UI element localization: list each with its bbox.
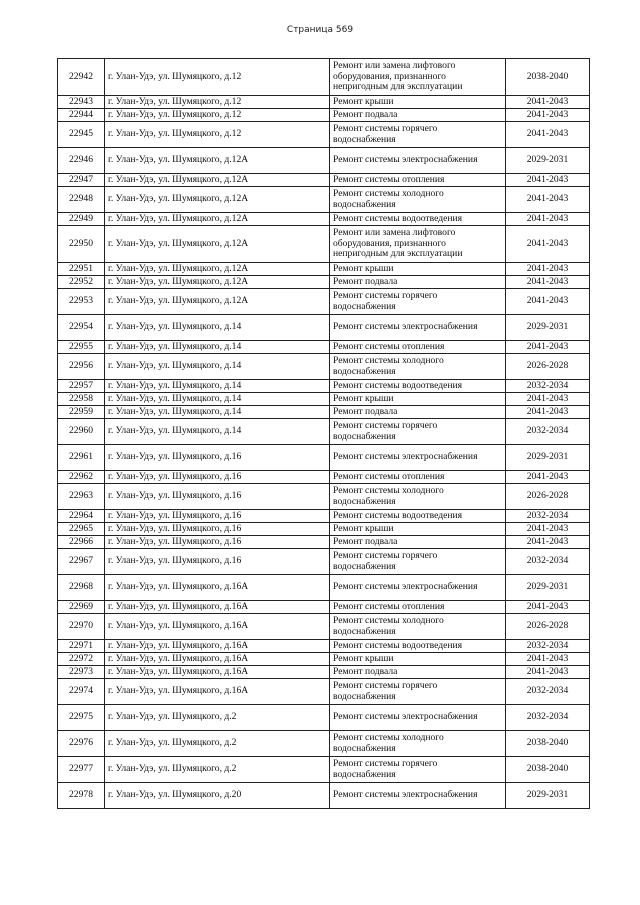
page-title: Страница 569 bbox=[286, 25, 354, 35]
period-cell: 2041-2043 bbox=[506, 406, 590, 419]
table-row bbox=[58, 614, 590, 640]
period-cell: 2041-2043 bbox=[506, 122, 590, 148]
address-cell: г. Улан-Удэ, ул. Шумяцкого, д.16А bbox=[105, 575, 330, 601]
period-cell: 2026-2028 bbox=[506, 484, 590, 510]
row-number-cell: 22965 bbox=[58, 523, 105, 536]
address-cell: г. Улан-Удэ, ул. Шумяцкого, д.12А bbox=[105, 263, 330, 276]
table-row bbox=[58, 380, 590, 393]
table-row bbox=[58, 148, 590, 174]
work-type-cell: Ремонт системы холодного водоснабжения bbox=[330, 614, 506, 640]
table-row bbox=[58, 679, 590, 705]
row-number-cell: 22947 bbox=[58, 174, 105, 187]
period-cell: 2041-2043 bbox=[506, 536, 590, 549]
row-number-cell: 22967 bbox=[58, 549, 105, 575]
table-row bbox=[58, 263, 590, 276]
table-row bbox=[58, 341, 590, 354]
work-type-cell: Ремонт подвала bbox=[330, 536, 506, 549]
address-cell: г. Улан-Удэ, ул. Шумяцкого, д.14 bbox=[105, 315, 330, 341]
work-type-cell: Ремонт системы электроснабжения bbox=[330, 148, 506, 174]
row-number-cell: 22943 bbox=[58, 96, 105, 109]
table-row bbox=[58, 640, 590, 653]
row-number-cell: 22968 bbox=[58, 575, 105, 601]
work-type-cell: Ремонт системы холодного водоснабжения bbox=[330, 354, 506, 380]
period-cell: 2041-2043 bbox=[506, 393, 590, 406]
row-number-cell: 22958 bbox=[58, 393, 105, 406]
row-number-cell: 22949 bbox=[58, 213, 105, 226]
address-cell: г. Улан-Удэ, ул. Шумяцкого, д.2 bbox=[105, 731, 330, 757]
period-cell: 2041-2043 bbox=[506, 471, 590, 484]
row-number-cell: 22970 bbox=[58, 614, 105, 640]
table-row bbox=[58, 276, 590, 289]
table-row bbox=[58, 653, 590, 666]
row-number-cell: 22948 bbox=[58, 187, 105, 213]
period-cell: 2041-2043 bbox=[506, 523, 590, 536]
period-cell: 2032-2034 bbox=[506, 419, 590, 445]
address-cell: г. Улан-Удэ, ул. Шумяцкого, д.16А bbox=[105, 653, 330, 666]
address-cell: г. Улан-Удэ, ул. Шумяцкого, д.12 bbox=[105, 59, 330, 96]
period-cell: 2032-2034 bbox=[506, 510, 590, 523]
address-cell: г. Улан-Удэ, ул. Шумяцкого, д.2 bbox=[105, 705, 330, 731]
address-cell: г. Улан-Удэ, ул. Шумяцкого, д.14 bbox=[105, 341, 330, 354]
row-number-cell: 22950 bbox=[58, 226, 105, 263]
table-row bbox=[58, 510, 590, 523]
row-number-cell: 22944 bbox=[58, 109, 105, 122]
table-row bbox=[58, 471, 590, 484]
table-row bbox=[58, 109, 590, 122]
row-number-cell: 22952 bbox=[58, 276, 105, 289]
work-type-cell: Ремонт системы водоотведения bbox=[330, 213, 506, 226]
work-type-cell: Ремонт системы электроснабжения bbox=[330, 575, 506, 601]
row-number-cell: 22946 bbox=[58, 148, 105, 174]
period-cell: 2041-2043 bbox=[506, 341, 590, 354]
work-type-cell: Ремонт системы горячего водоснабжения bbox=[330, 549, 506, 575]
address-cell: г. Улан-Удэ, ул. Шумяцкого, д.12 bbox=[105, 109, 330, 122]
row-number-cell: 22973 bbox=[58, 666, 105, 679]
work-type-cell: Ремонт подвала bbox=[330, 406, 506, 419]
table-row bbox=[58, 484, 590, 510]
row-number-cell: 22978 bbox=[58, 783, 105, 809]
work-type-cell: Ремонт системы водоотведения bbox=[330, 510, 506, 523]
row-number-cell: 22956 bbox=[58, 354, 105, 380]
work-type-cell: Ремонт системы горячего водоснабжения bbox=[330, 419, 506, 445]
table-row bbox=[58, 575, 590, 601]
table-body bbox=[58, 59, 590, 809]
table-row bbox=[58, 213, 590, 226]
address-cell: г. Улан-Удэ, ул. Шумяцкого, д.16 bbox=[105, 510, 330, 523]
period-cell: 2026-2028 bbox=[506, 354, 590, 380]
period-cell: 2038-2040 bbox=[506, 757, 590, 783]
table-row bbox=[58, 96, 590, 109]
work-type-cell: Ремонт крыши bbox=[330, 653, 506, 666]
row-number-cell: 22953 bbox=[58, 289, 105, 315]
address-cell: г. Улан-Удэ, ул. Шумяцкого, д.16А bbox=[105, 640, 330, 653]
row-number-cell: 22963 bbox=[58, 484, 105, 510]
period-cell: 2029-2031 bbox=[506, 783, 590, 809]
work-type-cell: Ремонт системы электроснабжения bbox=[330, 783, 506, 809]
work-type-cell: Ремонт системы водоотведения bbox=[330, 640, 506, 653]
table-row bbox=[58, 174, 590, 187]
address-cell: г. Улан-Удэ, ул. Шумяцкого, д.16А bbox=[105, 666, 330, 679]
work-type-cell: Ремонт подвала bbox=[330, 666, 506, 679]
work-type-cell: Ремонт системы отопления bbox=[330, 471, 506, 484]
work-type-cell: Ремонт системы горячего водоснабжения bbox=[330, 122, 506, 148]
row-number-cell: 22974 bbox=[58, 679, 105, 705]
table-row bbox=[58, 731, 590, 757]
address-cell: г. Улан-Удэ, ул. Шумяцкого, д.12А bbox=[105, 187, 330, 213]
table-row bbox=[58, 289, 590, 315]
table-row bbox=[58, 315, 590, 341]
period-cell: 2041-2043 bbox=[506, 276, 590, 289]
address-cell: г. Улан-Удэ, ул. Шумяцкого, д.12А bbox=[105, 226, 330, 263]
work-type-cell: Ремонт системы отопления bbox=[330, 174, 506, 187]
work-type-cell: Ремонт крыши bbox=[330, 263, 506, 276]
address-cell: г. Улан-Удэ, ул. Шумяцкого, д.12А bbox=[105, 276, 330, 289]
period-cell: 2029-2031 bbox=[506, 445, 590, 471]
row-number-cell: 22962 bbox=[58, 471, 105, 484]
work-type-cell: Ремонт системы отопления bbox=[330, 341, 506, 354]
period-cell: 2038-2040 bbox=[506, 731, 590, 757]
row-number-cell: 22961 bbox=[58, 445, 105, 471]
period-cell: 2032-2034 bbox=[506, 705, 590, 731]
table-row bbox=[58, 705, 590, 731]
period-cell: 2041-2043 bbox=[506, 109, 590, 122]
work-type-cell: Ремонт системы электроснабжения bbox=[330, 705, 506, 731]
period-cell: 2029-2031 bbox=[506, 148, 590, 174]
work-type-cell: Ремонт или замена лифтового оборудования, признанного непригодным для эксплуатации bbox=[330, 226, 506, 263]
address-cell: г. Улан-Удэ, ул. Шумяцкого, д.16 bbox=[105, 445, 330, 471]
row-number-cell: 22942 bbox=[58, 59, 105, 96]
work-type-cell: Ремонт системы электроснабжения bbox=[330, 445, 506, 471]
table-row bbox=[58, 122, 590, 148]
work-type-cell: Ремонт системы холодного водоснабжения bbox=[330, 187, 506, 213]
address-cell: г. Улан-Удэ, ул. Шумяцкого, д.12А bbox=[105, 289, 330, 315]
address-cell: г. Улан-Удэ, ул. Шумяцкого, д.12А bbox=[105, 213, 330, 226]
period-cell: 2041-2043 bbox=[506, 289, 590, 315]
address-cell: г. Улан-Удэ, ул. Шумяцкого, д.14 bbox=[105, 380, 330, 393]
address-cell: г. Улан-Удэ, ул. Шумяцкого, д.16А bbox=[105, 679, 330, 705]
row-number-cell: 22960 bbox=[58, 419, 105, 445]
address-cell: г. Улан-Удэ, ул. Шумяцкого, д.16А bbox=[105, 601, 330, 614]
table-row bbox=[58, 406, 590, 419]
period-cell: 2041-2043 bbox=[506, 601, 590, 614]
period-cell: 2041-2043 bbox=[506, 213, 590, 226]
period-cell: 2032-2034 bbox=[506, 679, 590, 705]
row-number-cell: 22954 bbox=[58, 315, 105, 341]
row-number-cell: 22959 bbox=[58, 406, 105, 419]
row-number-cell: 22966 bbox=[58, 536, 105, 549]
table-row bbox=[58, 601, 590, 614]
work-type-cell: Ремонт подвала bbox=[330, 109, 506, 122]
period-cell: 2041-2043 bbox=[506, 653, 590, 666]
address-cell: г. Улан-Удэ, ул. Шумяцкого, д.14 bbox=[105, 406, 330, 419]
table-row bbox=[58, 666, 590, 679]
table-row bbox=[58, 757, 590, 783]
work-type-cell: Ремонт системы электроснабжения bbox=[330, 315, 506, 341]
table-row bbox=[58, 445, 590, 471]
row-number-cell: 22975 bbox=[58, 705, 105, 731]
table-row bbox=[58, 783, 590, 809]
work-type-cell: Ремонт подвала bbox=[330, 276, 506, 289]
address-cell: г. Улан-Удэ, ул. Шумяцкого, д.16 bbox=[105, 484, 330, 510]
work-type-cell: Ремонт системы горячего водоснабжения bbox=[330, 757, 506, 783]
period-cell: 2032-2034 bbox=[506, 380, 590, 393]
row-number-cell: 22971 bbox=[58, 640, 105, 653]
period-cell: 2041-2043 bbox=[506, 96, 590, 109]
period-cell: 2041-2043 bbox=[506, 263, 590, 276]
period-cell: 2029-2031 bbox=[506, 575, 590, 601]
period-cell: 2029-2031 bbox=[506, 315, 590, 341]
row-number-cell: 22972 bbox=[58, 653, 105, 666]
period-cell: 2041-2043 bbox=[506, 174, 590, 187]
table-row bbox=[58, 393, 590, 406]
address-cell: г. Улан-Удэ, ул. Шумяцкого, д.16 bbox=[105, 536, 330, 549]
work-type-cell: Ремонт системы холодного водоснабжения bbox=[330, 484, 506, 510]
address-cell: г. Улан-Удэ, ул. Шумяцкого, д.14 bbox=[105, 354, 330, 380]
period-cell: 2041-2043 bbox=[506, 187, 590, 213]
row-number-cell: 22955 bbox=[58, 341, 105, 354]
table-row bbox=[58, 354, 590, 380]
address-cell: г. Улан-Удэ, ул. Шумяцкого, д.16 bbox=[105, 549, 330, 575]
address-cell: г. Улан-Удэ, ул. Шумяцкого, д.12А bbox=[105, 174, 330, 187]
work-type-cell: Ремонт системы отопления bbox=[330, 601, 506, 614]
work-type-cell: Ремонт системы водоотведения bbox=[330, 380, 506, 393]
table-row bbox=[58, 187, 590, 213]
repair-schedule-table bbox=[57, 58, 590, 809]
table-row bbox=[58, 226, 590, 263]
work-type-cell: Ремонт или замена лифтового оборудования, признанного непригодным для эксплуатации bbox=[330, 59, 506, 96]
address-cell: г. Улан-Удэ, ул. Шумяцкого, д.20 bbox=[105, 783, 330, 809]
address-cell: г. Улан-Удэ, ул. Шумяцкого, д.14 bbox=[105, 419, 330, 445]
table-row bbox=[58, 419, 590, 445]
table-row bbox=[58, 549, 590, 575]
work-type-cell: Ремонт системы горячего водоснабжения bbox=[330, 679, 506, 705]
row-number-cell: 22945 bbox=[58, 122, 105, 148]
period-cell: 2038-2040 bbox=[506, 59, 590, 96]
row-number-cell: 22957 bbox=[58, 380, 105, 393]
work-type-cell: Ремонт системы горячего водоснабжения bbox=[330, 289, 506, 315]
row-number-cell: 22951 bbox=[58, 263, 105, 276]
address-cell: г. Улан-Удэ, ул. Шумяцкого, д.12А bbox=[105, 148, 330, 174]
period-cell: 2032-2034 bbox=[506, 640, 590, 653]
row-number-cell: 22964 bbox=[58, 510, 105, 523]
period-cell: 2026-2028 bbox=[506, 614, 590, 640]
address-cell: г. Улан-Удэ, ул. Шумяцкого, д.16 bbox=[105, 471, 330, 484]
work-type-cell: Ремонт крыши bbox=[330, 393, 506, 406]
address-cell: г. Улан-Удэ, ул. Шумяцкого, д.14 bbox=[105, 393, 330, 406]
period-cell: 2041-2043 bbox=[506, 666, 590, 679]
work-type-cell: Ремонт крыши bbox=[330, 523, 506, 536]
row-number-cell: 22977 bbox=[58, 757, 105, 783]
address-cell: г. Улан-Удэ, ул. Шумяцкого, д.2 bbox=[105, 757, 330, 783]
table-row bbox=[58, 536, 590, 549]
address-cell: г. Улан-Удэ, ул. Шумяцкого, д.12 bbox=[105, 96, 330, 109]
table-row bbox=[58, 59, 590, 96]
work-type-cell: Ремонт системы холодного водоснабжения bbox=[330, 731, 506, 757]
work-type-cell: Ремонт крыши bbox=[330, 96, 506, 109]
table-row bbox=[58, 523, 590, 536]
period-cell: 2032-2034 bbox=[506, 549, 590, 575]
address-cell: г. Улан-Удэ, ул. Шумяцкого, д.16 bbox=[105, 523, 330, 536]
row-number-cell: 22976 bbox=[58, 731, 105, 757]
address-cell: г. Улан-Удэ, ул. Шумяцкого, д.16А bbox=[105, 614, 330, 640]
row-number-cell: 22969 bbox=[58, 601, 105, 614]
period-cell: 2041-2043 bbox=[506, 226, 590, 263]
address-cell: г. Улан-Удэ, ул. Шумяцкого, д.12 bbox=[105, 122, 330, 148]
